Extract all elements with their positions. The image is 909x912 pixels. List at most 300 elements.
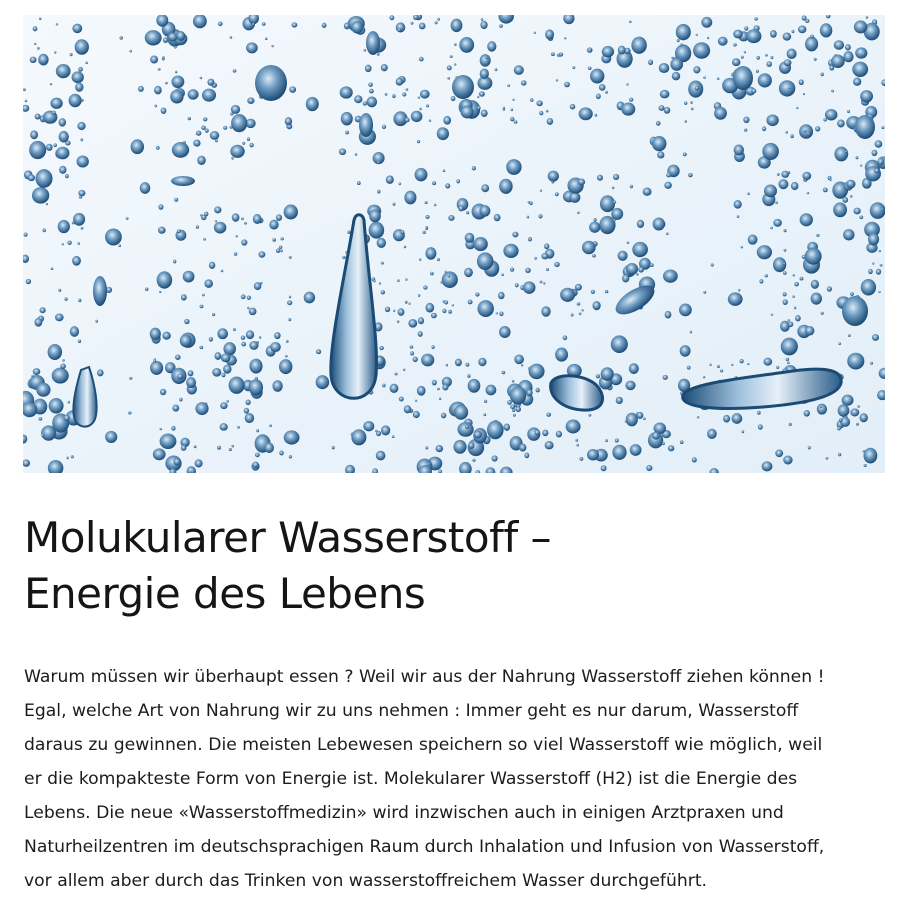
- droplet: [259, 336, 261, 339]
- droplet: [217, 446, 221, 450]
- droplet: [850, 195, 853, 198]
- droplet: [157, 271, 173, 288]
- droplet: [554, 262, 560, 267]
- droplet: [441, 413, 446, 419]
- droplet: [413, 357, 418, 363]
- droplet: [382, 384, 385, 388]
- droplet: [703, 376, 705, 378]
- droplet: [557, 53, 560, 56]
- droplet: [787, 361, 790, 364]
- droplet: [81, 227, 84, 230]
- droplet: [596, 93, 601, 99]
- droplet: [823, 188, 828, 193]
- droplet: [762, 143, 779, 160]
- droplet: [241, 294, 246, 299]
- droplet: [864, 464, 867, 467]
- droplet: [510, 405, 515, 410]
- droplet: [126, 217, 129, 220]
- droplet: [843, 229, 854, 240]
- droplet: [241, 217, 244, 220]
- droplet: [771, 314, 773, 316]
- droplet: [382, 125, 386, 129]
- droplet: [756, 56, 760, 60]
- droplet: [355, 153, 357, 156]
- droplet: [48, 344, 63, 360]
- droplet: [473, 237, 488, 251]
- droplet: [595, 114, 598, 117]
- droplet: [786, 358, 790, 361]
- droplet: [751, 89, 756, 94]
- droplet: [381, 425, 390, 435]
- droplet: [481, 184, 489, 192]
- droplet: [825, 109, 837, 121]
- droplet: [787, 49, 797, 60]
- droplet: [781, 338, 798, 356]
- droplet: [454, 43, 457, 46]
- droplet: [452, 75, 474, 99]
- droplet: [442, 384, 448, 390]
- droplet: [701, 17, 712, 28]
- droplet: [344, 22, 350, 29]
- droplet: [160, 428, 163, 430]
- droplet: [815, 126, 820, 131]
- droplet: [59, 166, 66, 174]
- droplet: [796, 107, 798, 109]
- droplet: [611, 335, 628, 353]
- droplet: [131, 139, 144, 154]
- droplet: [52, 111, 56, 115]
- droplet: [546, 268, 549, 271]
- droplet: [423, 285, 427, 289]
- droplet: [748, 235, 758, 245]
- droplet: [487, 41, 496, 52]
- droplet: [426, 226, 428, 229]
- droplet: [777, 173, 780, 176]
- droplet: [70, 53, 73, 56]
- droplet: [690, 331, 692, 334]
- droplet: [404, 405, 412, 413]
- droplet: [381, 290, 386, 294]
- droplet: [734, 200, 742, 209]
- droplet: [577, 302, 581, 305]
- droplet: [864, 448, 878, 464]
- droplet: [279, 359, 292, 374]
- droplet: [160, 434, 177, 450]
- droplet: [741, 56, 744, 59]
- droplet: [860, 164, 862, 166]
- title-line-1: Molukularer Wasserstoff –: [24, 513, 551, 562]
- droplet: [799, 79, 804, 85]
- droplet: [447, 77, 450, 80]
- droplet: [479, 205, 490, 217]
- droplet: [271, 45, 273, 48]
- droplet: [291, 22, 297, 27]
- droplet: [30, 57, 37, 63]
- droplet: [513, 414, 516, 417]
- droplet: [563, 335, 568, 340]
- droplet: [175, 71, 177, 74]
- droplet: [269, 220, 278, 230]
- droplet: [733, 66, 753, 90]
- droplet: [226, 400, 228, 403]
- droplet: [420, 90, 430, 99]
- droplet: [747, 192, 750, 195]
- droplet: [870, 362, 873, 365]
- droplet: [487, 421, 504, 440]
- droplet: [878, 291, 880, 293]
- droplet: [783, 299, 788, 305]
- droplet: [525, 268, 531, 273]
- droplet: [687, 366, 691, 370]
- droplet: [50, 83, 52, 85]
- droplet: [202, 89, 216, 102]
- droplet: [256, 429, 259, 432]
- droplet: [442, 271, 458, 288]
- droplet: [145, 30, 162, 45]
- droplet: [483, 413, 486, 416]
- droplet: [538, 214, 542, 218]
- droplet: [220, 423, 228, 431]
- droplet: [233, 69, 237, 72]
- droplet: [503, 244, 518, 258]
- droplet: [456, 179, 460, 183]
- droplet: [570, 104, 576, 110]
- droplet: [792, 274, 794, 276]
- droplet: [467, 374, 470, 378]
- droplet: [66, 457, 68, 460]
- droplet: [230, 112, 233, 115]
- droplet: [707, 429, 717, 439]
- droplet: [223, 365, 231, 374]
- droplet: [757, 245, 772, 259]
- droplet: [150, 55, 158, 63]
- droplet: [36, 383, 50, 397]
- droplet: [255, 453, 260, 458]
- droplet: [448, 275, 451, 278]
- droplet: [153, 360, 156, 363]
- droplet: [575, 284, 582, 291]
- droplet: [480, 21, 487, 29]
- droplet: [811, 293, 822, 305]
- droplet: [38, 54, 48, 66]
- droplet: [577, 212, 580, 214]
- droplet: [817, 404, 827, 415]
- droplet: [272, 380, 282, 392]
- droplet: [56, 147, 69, 160]
- droplet: [765, 274, 768, 277]
- droplet: [775, 201, 778, 204]
- droplet: [629, 20, 632, 23]
- droplet: [784, 229, 787, 232]
- droplet: [184, 319, 189, 324]
- droplet: [528, 201, 530, 204]
- droplet: [484, 400, 487, 403]
- droplet: [599, 216, 615, 234]
- droplet: [551, 52, 555, 56]
- droplet: [465, 233, 475, 243]
- droplet: [859, 215, 863, 219]
- droplet: [468, 300, 473, 305]
- droplet: [845, 44, 851, 50]
- droplet: [393, 203, 396, 206]
- droplet: [188, 117, 191, 120]
- droplet: [415, 168, 428, 182]
- droplet: [838, 342, 841, 345]
- droplet: [579, 107, 593, 120]
- droplet: [770, 227, 773, 230]
- droplet: [78, 67, 83, 72]
- droplet: [850, 292, 854, 296]
- droplet: [209, 262, 215, 269]
- droplet: [171, 176, 195, 186]
- droplet: [778, 179, 788, 189]
- droplet: [780, 321, 790, 332]
- droplet: [536, 388, 540, 393]
- droplet: [207, 79, 214, 86]
- droplet: [510, 108, 513, 111]
- droplet: [758, 73, 772, 87]
- droplet: [875, 140, 883, 148]
- droplet: [65, 174, 69, 178]
- droplet: [180, 334, 192, 347]
- droplet: [547, 118, 554, 125]
- droplet: [373, 280, 375, 283]
- droplet: [668, 445, 675, 451]
- droplet: [246, 330, 254, 339]
- droplet: [437, 18, 440, 21]
- droplet: [244, 408, 249, 414]
- droplet: [477, 96, 479, 98]
- droplet: [671, 57, 674, 59]
- droplet: [860, 90, 873, 102]
- droplet: [874, 168, 879, 173]
- droplet: [316, 375, 330, 389]
- droplet: [576, 444, 578, 447]
- droplet: [153, 448, 166, 460]
- droplet: [677, 39, 680, 42]
- droplet: [666, 173, 671, 178]
- droplet: [351, 429, 366, 445]
- droplet: [129, 377, 132, 380]
- droplet: [265, 37, 267, 40]
- droplet: [158, 68, 161, 71]
- droplet: [229, 448, 232, 451]
- body-line: Lebens. Die neue «Wasserstoffmedizin» wird inzwischen auch in einigen Arztpraxen und: [24, 803, 784, 823]
- droplet: [363, 421, 374, 431]
- droplet: [831, 55, 845, 68]
- droplet: [77, 242, 79, 245]
- droplet: [175, 354, 180, 360]
- droplet: [690, 101, 693, 104]
- droplet: [194, 445, 197, 448]
- droplet: [56, 23, 58, 25]
- droplet: [61, 243, 63, 245]
- droplet: [35, 169, 52, 188]
- droplet: [241, 342, 246, 347]
- droplet: [68, 401, 70, 404]
- droplet: [230, 36, 233, 39]
- droplet: [168, 33, 178, 42]
- droplet: [367, 97, 378, 108]
- droplet: [429, 119, 431, 122]
- droplet: [485, 57, 488, 60]
- droplet: [744, 51, 746, 53]
- droplet: [77, 122, 85, 130]
- water-droplets-h2-image: [23, 15, 885, 473]
- droplet: [432, 181, 436, 185]
- droplet: [341, 112, 353, 126]
- droplet: [417, 386, 426, 396]
- droplet: [177, 229, 181, 233]
- droplet: [221, 270, 224, 272]
- droplet: [788, 87, 790, 89]
- droplet: [274, 332, 280, 339]
- droplet: [179, 398, 182, 402]
- droplet: [615, 438, 619, 442]
- droplet: [252, 462, 258, 469]
- droplet: [176, 31, 185, 41]
- droplet: [629, 98, 633, 102]
- droplet: [253, 214, 262, 224]
- droplet: [150, 328, 161, 340]
- droplet: [798, 25, 806, 33]
- droplet: [347, 230, 350, 233]
- droplet: [404, 246, 406, 249]
- droplet: [794, 307, 796, 310]
- droplet: [507, 84, 510, 87]
- droplet: [196, 225, 199, 229]
- droplet: [85, 61, 87, 64]
- droplet: [369, 222, 385, 239]
- droplet: [403, 369, 405, 372]
- droplet: [445, 183, 450, 188]
- droplet: [285, 355, 288, 357]
- droplet: [448, 310, 452, 314]
- droplet: [209, 337, 213, 342]
- droplet: [779, 80, 795, 96]
- droplet: [775, 449, 783, 457]
- droplet: [70, 326, 79, 337]
- droplet: [46, 144, 53, 151]
- droplet: [618, 46, 626, 55]
- droplet: [732, 58, 740, 66]
- droplet: [105, 228, 122, 245]
- droplet: [541, 306, 550, 316]
- droplet: [540, 281, 543, 284]
- droplet: [289, 86, 296, 93]
- droplet: [258, 251, 265, 257]
- droplet: [638, 267, 644, 273]
- droplet: [536, 100, 542, 106]
- droplet: [434, 204, 436, 207]
- droplet: [625, 381, 635, 391]
- droplet: [23, 88, 26, 91]
- droplet: [672, 72, 680, 80]
- droplet: [612, 445, 626, 460]
- droplet: [800, 213, 813, 226]
- droplet: [881, 126, 884, 129]
- droplet: [684, 120, 687, 123]
- droplet: [345, 131, 349, 135]
- droplet: [709, 363, 711, 365]
- droplet: [542, 430, 548, 436]
- droplet: [747, 363, 749, 365]
- droplet: [51, 267, 54, 270]
- droplet: [731, 364, 733, 366]
- droplet: [850, 408, 859, 416]
- droplet: [529, 364, 545, 380]
- droplet: [613, 201, 616, 204]
- droplet: [495, 68, 498, 71]
- droplet: [683, 153, 687, 157]
- droplet: [466, 211, 469, 214]
- droplet: [555, 192, 559, 196]
- droplet: [245, 400, 250, 406]
- droplet: [838, 404, 850, 417]
- droplet: [866, 16, 868, 19]
- droplet: [270, 342, 281, 352]
- droplet: [170, 90, 183, 104]
- droplet: [451, 19, 463, 33]
- droplet: [244, 222, 247, 225]
- droplet: [572, 66, 575, 69]
- droplet: [140, 182, 150, 194]
- droplet: [204, 279, 212, 288]
- title-line-2: Energie des Lebens: [24, 569, 426, 618]
- droplet: [369, 209, 381, 222]
- droplet: [394, 372, 397, 375]
- droplet: [162, 56, 164, 59]
- droplet: [405, 118, 410, 123]
- droplet: [419, 258, 421, 261]
- droplet: [34, 318, 42, 327]
- droplet: [599, 84, 606, 91]
- droplet: [790, 134, 793, 138]
- droplet: [792, 30, 795, 33]
- droplet: [756, 70, 759, 73]
- droplet: [739, 359, 743, 363]
- droplet: [161, 107, 167, 113]
- droplet: [784, 249, 787, 252]
- droplet: [512, 232, 518, 238]
- droplet: [439, 398, 441, 401]
- droplet: [805, 37, 818, 52]
- droplet: [193, 139, 200, 146]
- droplet: [280, 237, 283, 240]
- droplet: [392, 94, 395, 98]
- droplet: [766, 61, 772, 67]
- droplet: [480, 68, 489, 78]
- droplet: [215, 220, 217, 222]
- droplet: [762, 461, 773, 471]
- droplet: [648, 60, 653, 65]
- droplet: [501, 273, 504, 276]
- droplet: [444, 300, 448, 304]
- droplet: [174, 198, 178, 202]
- droplet: [67, 240, 71, 244]
- droplet: [720, 369, 723, 372]
- droplet: [579, 312, 582, 315]
- droplet: [437, 388, 440, 391]
- droplet: [451, 96, 456, 101]
- droplet: [757, 411, 761, 415]
- droplet: [186, 377, 196, 388]
- droplet: [852, 62, 868, 77]
- droplet: [78, 190, 85, 197]
- droplet: [833, 202, 847, 217]
- droplet: [481, 18, 483, 21]
- droplet: [783, 456, 792, 465]
